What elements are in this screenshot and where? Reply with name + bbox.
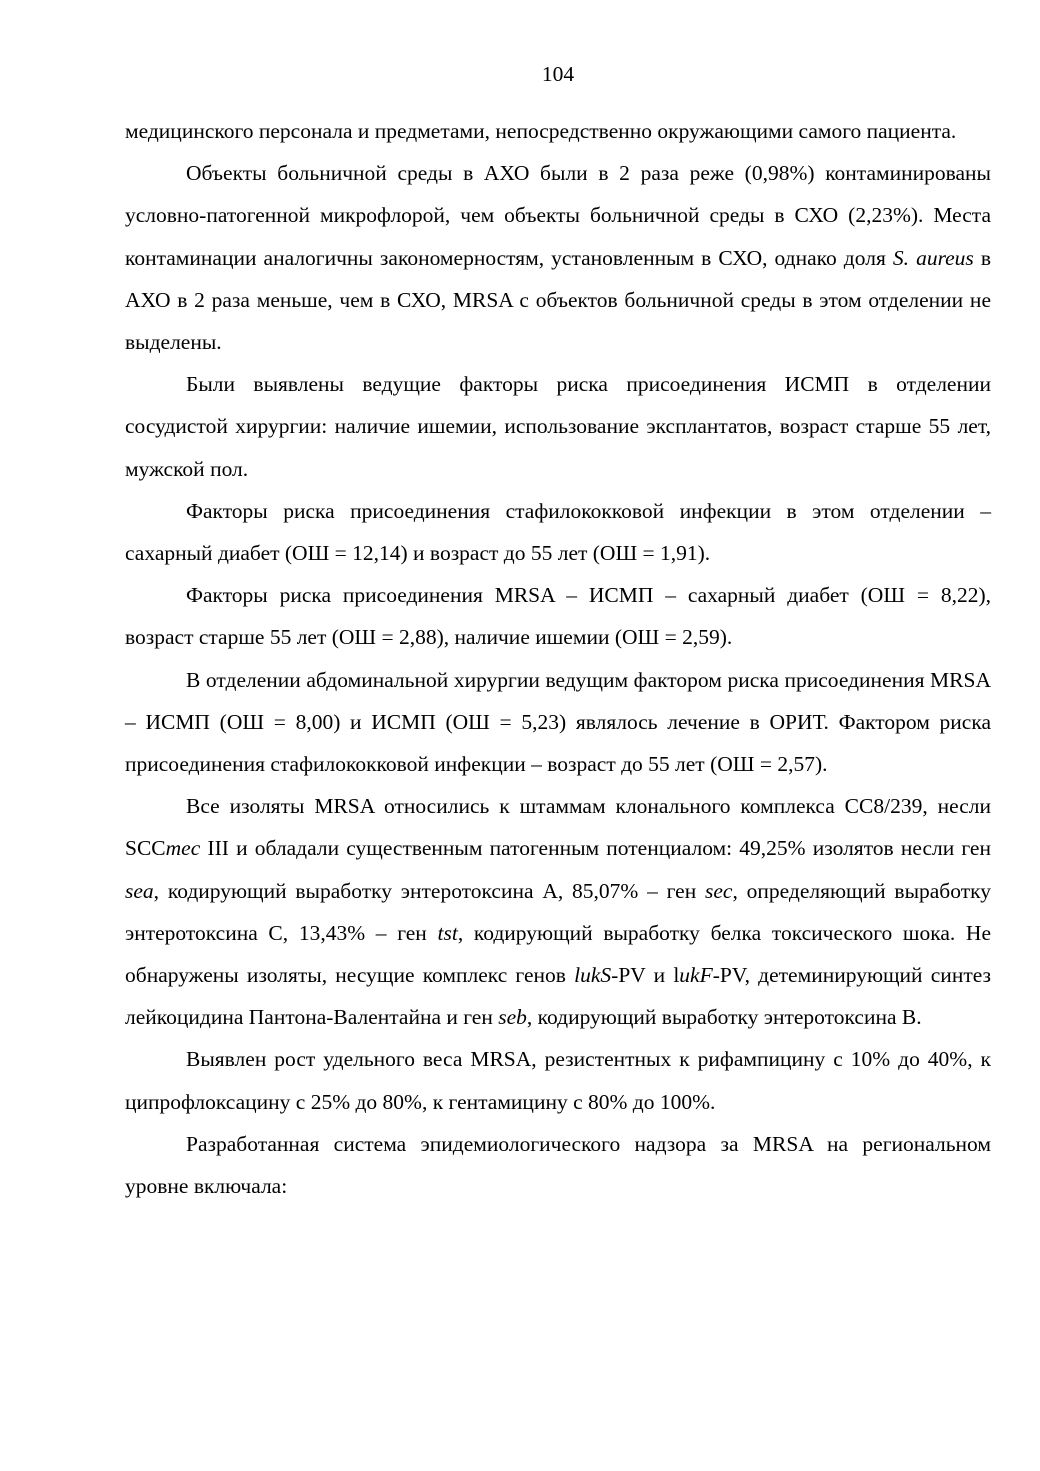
text-run: Объекты больничной среды в АХО были в 2 раза реже (0,98%) контаминированы условно-патогенной микрофлорой, чем объекты больничной среды в СХО (2,23%). Места контаминации аналогичны закономерностям, установленным в СХО, однако доля xyxy=(125,161,991,270)
text-run: , кодирующий выработку энтеротоксина А, 85,07% – ген xyxy=(153,878,706,903)
paragraph-8 xyxy=(125,1038,991,1122)
text-run: -PV и l xyxy=(611,963,680,988)
paragraph-9 xyxy=(125,1123,991,1207)
text-run: Выявлен рост удельного веса MRSA, резистентных к рифампицину с 10% до 40%, к ципрофлоксацину с 25% до 80%, к гентамицину с 80% до 100%. xyxy=(125,1047,991,1114)
italic-term: sec xyxy=(705,878,733,903)
text-run: , кодирующий выработку энтеротоксина В. xyxy=(526,1005,922,1030)
italic-term: lukS xyxy=(574,963,612,988)
text-run: Разработанная система эпидемиологического надзора за MRSA на региональном уровне включала: xyxy=(125,1131,991,1199)
text-run: III и обладали существенным патогенным потенциалом: 49,25% изолятов несли ген xyxy=(200,836,991,861)
page-body xyxy=(125,110,991,1207)
paragraph-4 xyxy=(125,490,991,574)
text-run: в АХО в 2 раза меньше, чем в СХО, MRSA с объектов больничной среды в этом отделении не выделены. xyxy=(125,245,991,355)
italic-term: mec xyxy=(165,836,201,861)
italic-term: seb xyxy=(498,1005,527,1030)
text-run: Были выявлены ведущие факторы риска присоединения ИСМП в отделении сосудистой хирургии: наличие ишемии, использование эксплантатов, возраст старше 55 лет, мужской пол. xyxy=(125,372,991,481)
paragraph-1 xyxy=(125,110,991,152)
text-run: Факторы риска присоединения стафилококковой инфекции в этом отделении – сахарный диабет (ОШ = 12,14) и возраст до 55 лет (ОШ = 1,91). xyxy=(125,498,991,566)
paragraph-6 xyxy=(125,659,991,786)
paragraph-7 xyxy=(125,785,991,1038)
paragraph-5 xyxy=(125,574,991,658)
italic-term: ukF xyxy=(679,963,713,988)
paragraph-2 xyxy=(125,152,991,363)
text-run: , определяющий выработку энтеротоксина С, 13,43% – ген xyxy=(125,878,992,945)
italic-term: tst xyxy=(437,920,458,945)
text-run: В отделении абдоминальной хирургии ведущим фактором риска присоединения MRSA – ИСМП (ОШ = 8,00) и ИСМП (ОШ = 5,23) являлось лечение в ОРИТ. Фактором риска присоединения стафилококковой инфекции – возраст до 55 лет (ОШ = 2,57). xyxy=(125,667,991,777)
text-run: Все изоляты MRSA относились к штаммам клонального комплекса CC8/239, несли SCC xyxy=(125,794,991,861)
italic-term: sea xyxy=(125,878,154,903)
text-run: -PV, детеминирующий синтез лейкоцидина Пантона-Валентайна и ген xyxy=(125,963,992,1030)
paragraph-3 xyxy=(125,363,991,490)
text-run: , кодирующий выработку белка токсического шока. Не обнаружены изоляты, несущие комплекс генов xyxy=(125,920,991,988)
page-number: 104 xyxy=(541,62,575,86)
italic-term: S. aureus xyxy=(892,245,974,270)
text-run: Факторы риска присоединения MRSA – ИСМП – сахарный диабет (ОШ = 8,22), возраст старше 55 лет (ОШ = 2,88), наличие ишемии (ОШ = 2,59). xyxy=(125,583,991,650)
text-run: медицинского персонала и предметами, непосредственно окружающими самого пациента. xyxy=(125,119,957,143)
